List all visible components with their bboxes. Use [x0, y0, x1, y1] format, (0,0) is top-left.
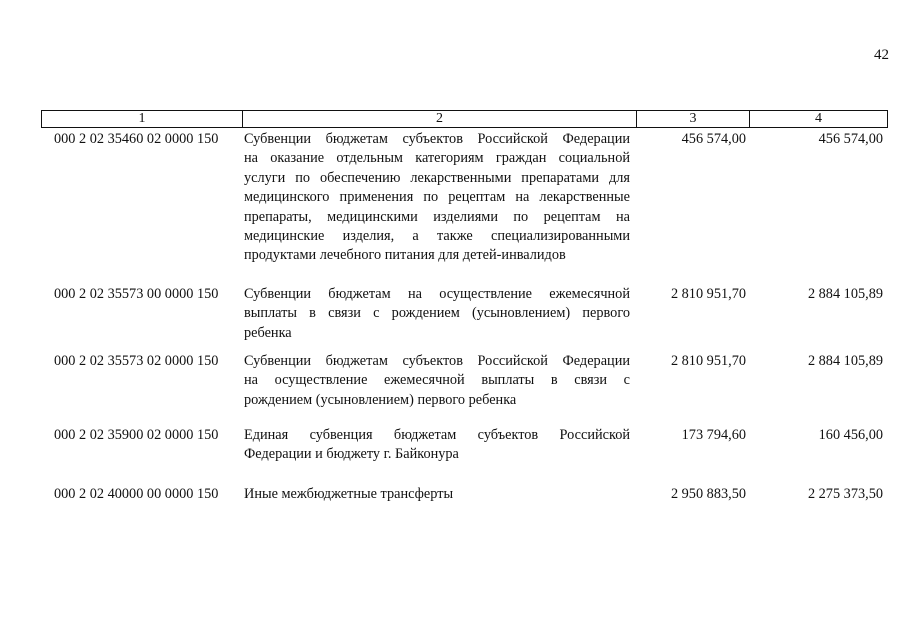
- column-header-2: 2: [243, 111, 637, 128]
- budget-code: 000 2 02 35573 00 0000 150: [54, 286, 219, 302]
- description-line: выплаты в связи с рождением (усыновлением) первого: [244, 305, 630, 322]
- value-col4: 160 456,00: [818, 427, 883, 443]
- description-line: препараты, медицинскими изделиями по рецептам на: [244, 208, 630, 225]
- description-line: Федерации и бюджету г. Байконура: [244, 446, 459, 463]
- value-col4: 2 275 373,50: [807, 486, 883, 502]
- budget-code: 000 2 02 35900 02 0000 150: [54, 427, 219, 443]
- description-line: Субвенции бюджетам на осуществление ежемесячной: [244, 286, 630, 302]
- value-col3: 2 810 951,70: [670, 286, 746, 302]
- description-line: рождением (усыновлением) первого ребенка: [244, 391, 517, 408]
- description-line: Единая субвенция бюджетам субъектов Российской: [244, 427, 630, 443]
- description-line: Иные межбюджетные трансферты: [244, 486, 454, 502]
- budget-code: 000 2 02 35573 02 0000 150: [54, 353, 219, 369]
- value-col3: 2 950 883,50: [670, 486, 746, 502]
- description-line: на оказание отдельным категориям граждан социальной: [244, 150, 630, 167]
- description-line: услуги по обеспечению лекарственными препаратами для: [244, 169, 630, 186]
- table-header: [41, 110, 888, 128]
- value-col3: 456 574,00: [681, 131, 746, 147]
- description-line: медицинские изделия, а также специализированными: [244, 228, 630, 245]
- page-number: 42: [874, 47, 889, 63]
- row-description: [244, 130, 630, 266]
- value-col4: 2 884 105,89: [807, 286, 883, 302]
- description-line: Субвенции бюджетам субъектов Российской Федерации: [244, 131, 630, 147]
- value-col3: 173 794,60: [681, 427, 746, 443]
- column-header-4: 4: [750, 111, 888, 128]
- row-description: [244, 485, 630, 504]
- description-line: ребенка: [244, 324, 292, 341]
- budget-code: 000 2 02 35460 02 0000 150: [54, 131, 219, 147]
- row-description: [244, 285, 630, 343]
- description-line: медицинского применения по рецептам на лекарственные: [244, 189, 630, 206]
- column-header-1: 1: [42, 111, 243, 128]
- value-col3: 2 810 951,70: [670, 353, 746, 369]
- row-description: [244, 426, 630, 465]
- description-line: Субвенции бюджетам субъектов Российской Федерации: [244, 353, 630, 369]
- value-col4: 2 884 105,89: [807, 353, 883, 369]
- row-description: [244, 352, 630, 410]
- budget-code: 000 2 02 40000 00 0000 150: [54, 486, 219, 502]
- description-line: на осуществление ежемесячной выплаты в связи с: [244, 372, 630, 389]
- column-header-3: 3: [637, 111, 750, 128]
- value-col4: 456 574,00: [818, 131, 883, 147]
- description-line: продуктами лечебного питания для детей-инвалидов: [244, 247, 566, 264]
